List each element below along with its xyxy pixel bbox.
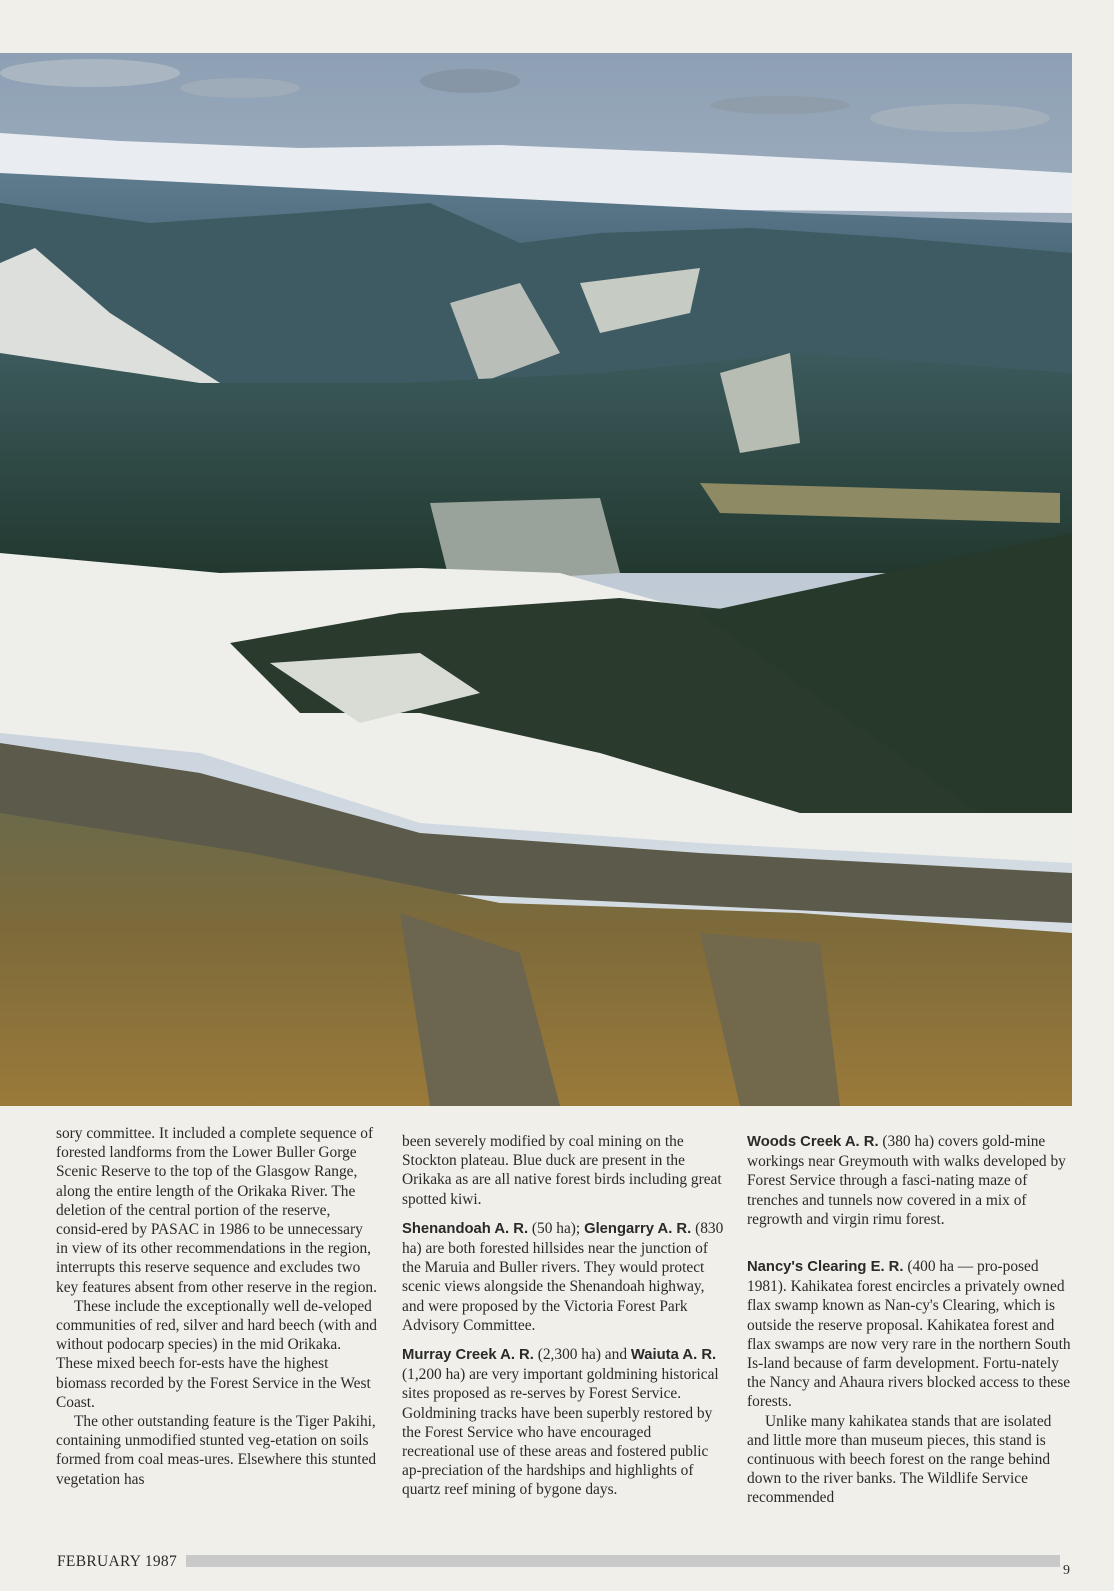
col2-p3-mid: (2,300 ha) and [533, 1346, 631, 1364]
col2-p3-body: (1,200 ha) are very important goldmining historical sites proposed as re-serves by Forest Service. Goldmining tracks have been superbly restored by the Forest Service who have encouraged recreational use of these areas and fostered public ap-preciation of the hardships and highlights of quartz reef mining of bygone days. [402, 1366, 719, 1499]
col2-p2-mid: (50 ha); [528, 1219, 585, 1237]
page-number: 9 [1063, 1563, 1070, 1578]
col3-paragraph-1 [747, 1132, 1072, 1229]
col1-paragraph-3: The other outstanding feature is the Tiger Pakihi, containing unmodified stunted veg-etation on soils formed from coal meas-ures. Elsewhere this stunted vegetation has [56, 1413, 377, 1488]
reserve-name-woods-creek: Woods Creek A. R. [747, 1134, 879, 1150]
col3-paragraph-3: Unlike many kahikatea stands that are isolated and little more than museum pieces, this stand is continuous with beech forest on the range behind down to the river banks. The Wildlife Service recommended [747, 1412, 1052, 1507]
landscape-photo-icon [0, 53, 1072, 1106]
footer-date: FEBRUARY 1987 [57, 1553, 178, 1570]
col2-p2-body: (830 ha) are both forested hillsides near the junction of the Maruia and Buller rivers. They would protect scenic views alongside the Shenandoah highway, and were proposed by the Victoria Forest Park Advisory Committee. [402, 1219, 724, 1334]
col3-p1-body: (380 ha) covers gold-mine workings near Greymouth with walks developed by Forest Service through a fasci-nating maze of trenches and tunnels now covered in a mix of regrowth and virgin rimu forest. [747, 1133, 1066, 1228]
aerial-mountain-photo [0, 53, 1072, 1106]
col3-p2-body: (400 ha — pro-posed 1981). Kahikatea forest encircles a privately owned flax swamp known as Nan-cy's Clearing, which is outside the reserve proposal. Kahikatea forest and flax swamps are now very rare in the northern South Is-land because of farm development. Fortu-nately the Nancy and Ahaura rivers blocked access to these forests. [747, 1258, 1071, 1411]
col3-paragraph-2 [747, 1257, 1072, 1412]
col1-paragraph-2: These include the exceptionally well de-veloped communities of red, silver and hard beech (with and without podocarp species) in the mid Orikaka. These mixed beech for-ests have the highest biomass recorded by the Forest Service in the West Coast. [56, 1297, 377, 1411]
reserve-name-shenandoah: Shenandoah A. R. [402, 1220, 529, 1237]
text-column-2 [402, 1132, 724, 1500]
reserve-name-waiuta: Waiuta A. R. [630, 1347, 717, 1364]
col1-paragraph-1: sory committee. It included a complete sequence of forested landforms from the Lower Buller Gorge Scenic Reserve to the top of the Glasgow Range, along the entire length of the Orikaka River. The deletion of the central portion of the reserve, consid-ered by PASAC in 1986 to be unnecessary in view of its other recommendations in the region, interrupts this reserve sequence and excludes two key features absent from other reserve in the region. [56, 1125, 377, 1296]
col2-paragraph-1: been severely modified by coal mining on the Stockton plateau. Blue duck are present in the Orikaka as are all native forest birds including great spotted kiwi. [402, 1133, 722, 1208]
text-column-3 [747, 1132, 1072, 1508]
text-column-1 [56, 1124, 378, 1489]
reserve-name-murray-creek: Murray Creek A. R. [402, 1347, 534, 1364]
reserve-name-nancys-clearing: Nancy's Clearing E. R. [747, 1259, 904, 1276]
footer-rule [186, 1555, 1060, 1567]
col2-paragraph-2 [402, 1219, 724, 1335]
col2-paragraph-3 [402, 1345, 724, 1500]
reserve-name-glengarry: Glengarry A. R. [584, 1220, 692, 1237]
